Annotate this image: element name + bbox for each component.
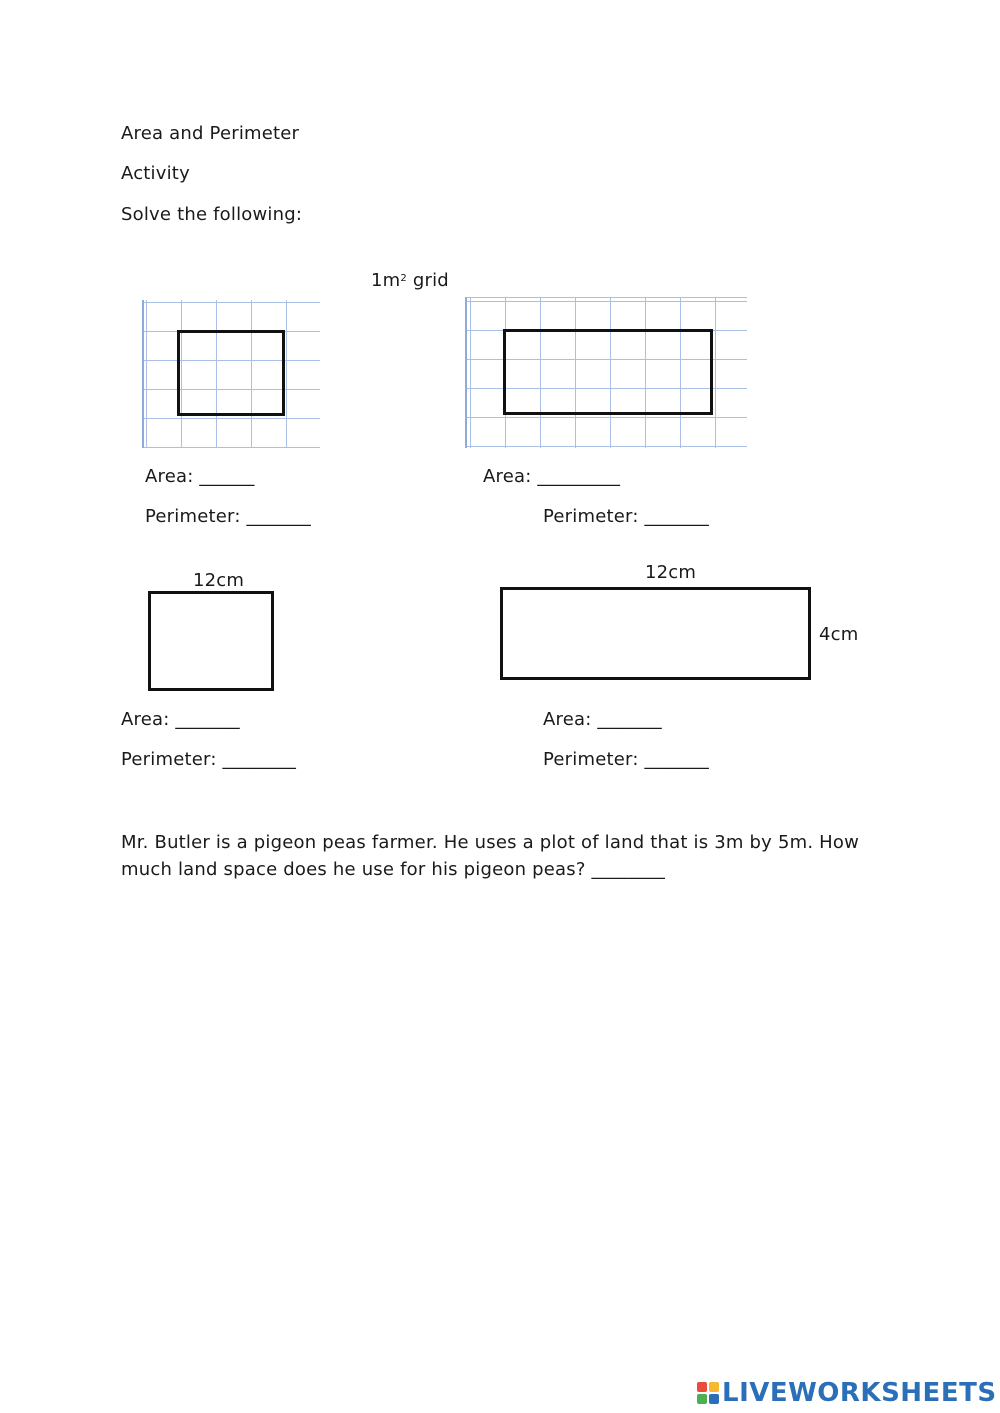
- liveworksheets-logo: [697, 1376, 997, 1410]
- problem-2-perimeter: Perimeter: _______: [543, 506, 709, 527]
- word-problem: Mr. Butler is a pigeon peas farmer. He uses a plot of land that is 3m by 5m. How much land space does he use for his pigeon peas? ________: [121, 832, 860, 880]
- problem-4-rectangle: [500, 587, 811, 680]
- grid-label: [371, 270, 449, 292]
- problem-4-length-label: 12cm: [645, 562, 697, 583]
- problem-3-area: Area: _______: [121, 709, 240, 730]
- worksheet-instruction: Solve the following:: [121, 204, 303, 225]
- problem-1-perimeter: Perimeter: _______: [145, 506, 311, 527]
- problem-1-area: Area: ______: [145, 466, 255, 487]
- logo-text: LIVEWORKSHEETS: [722, 1378, 997, 1408]
- worksheet-subtitle: Activity: [121, 163, 190, 184]
- grid-1-rectangle: [177, 330, 285, 416]
- grid-label-unit: 1m: [371, 270, 401, 291]
- worksheet-title: Area and Perimeter: [121, 123, 300, 144]
- grid-2-rectangle: [503, 329, 713, 415]
- problem-3-perimeter: Perimeter: ________: [121, 749, 297, 770]
- logo-square-3: [697, 1394, 707, 1404]
- grid-label-superscript: 2: [400, 273, 407, 284]
- problem-3-side-label: 12cm: [193, 570, 245, 591]
- grid-label-suffix: grid: [406, 270, 449, 291]
- logo-icon: [697, 1382, 719, 1404]
- problem-4-width-label: 4cm: [819, 624, 859, 645]
- problem-4-area: Area: _______: [543, 709, 662, 730]
- problem-3-square: [148, 591, 274, 691]
- problem-4-perimeter: Perimeter: _______: [543, 749, 709, 770]
- logo-square-1: [697, 1382, 707, 1392]
- logo-square-4: [709, 1394, 719, 1404]
- logo-square-2: [709, 1382, 719, 1392]
- problem-2-area: Area: _________: [483, 466, 621, 487]
